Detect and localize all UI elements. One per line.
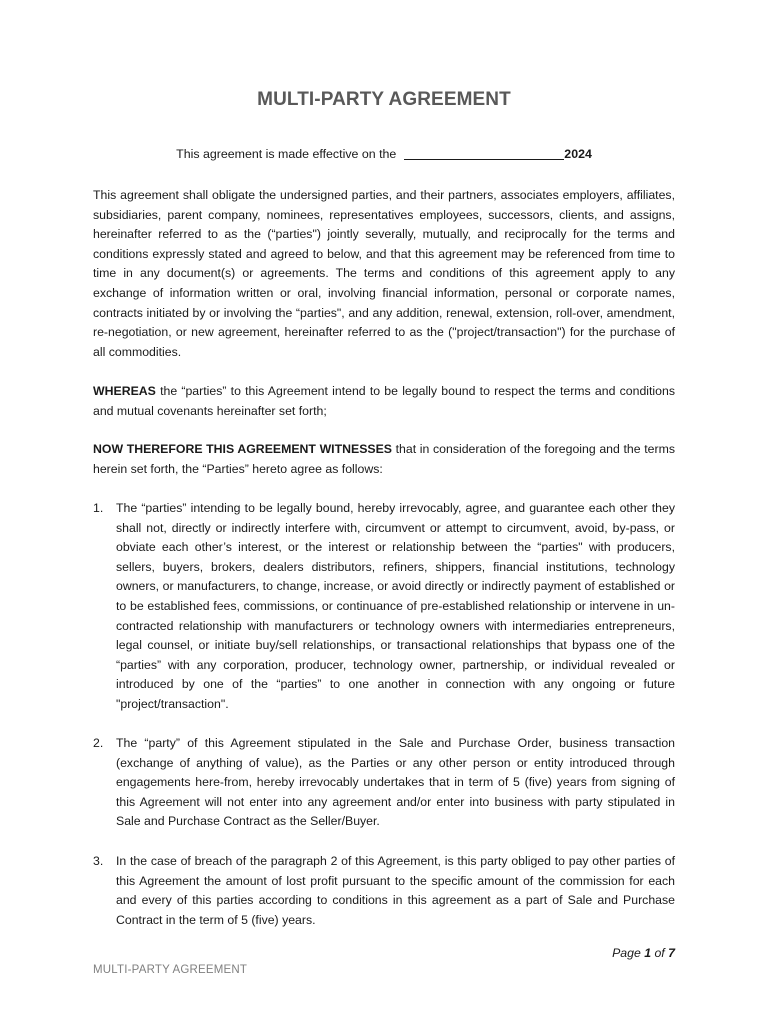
page-current: 1 bbox=[644, 946, 652, 960]
list-item bbox=[93, 499, 675, 715]
effective-year: 2024 bbox=[564, 147, 592, 161]
list-item-number: 3. bbox=[93, 854, 104, 868]
intro-paragraph: This agreement shall obligate the undersigned parties, and their partners, associates employers, affiliates, subsidiaries, parent company, nominees, representatives employees, successors, clients, and assigns, hereinafter referred to as the (“parties") jointly severally, mutually, and reciprocally for the terms and conditions expressly stated and agreed to below, and that this agreement may be referenced from time to time in any document(s) or agreements. The terms and conditions of this agreement apply to any exchange of information written or oral, involving financial information, personal or corporate names, contracts initiated by or involving the “parties", and any addition, renewal, extension, roll-over, amendment, re-negotiation, or new agreement, hereinafter referred to as the ("project/transaction") for the purchase of all commodities. bbox=[93, 188, 675, 359]
list-item-text: In the case of breach of the paragraph 2 of this Agreement, is this party obliged to pay other parties of this Agreement the amount of lost profit pursuant to the specific amount of the commission for each and every of this parties according to conditions in this agreement as a part of Sale and Purchase Contract in the term of 5 (five) years. bbox=[116, 854, 675, 927]
whereas-text: the “parties” to this Agreement intend to be legally bound to respect the terms and conditions and mutual covenants hereinafter set forth; bbox=[93, 384, 675, 418]
list-item-text: The “parties” intending to be legally bound, hereby irrevocably, agree, and guarantee each other they shall not, directly or indirectly interfere with, circumvent or attempt to circumvent, avoid, by-pass, or obviate each other’s interest, or the interest or relationship between the “parties" with producers, sellers, buyers, brokers, dealers distributors, refiners, shippers, financial institutions, technology owners, or manufacturers, to change, increase, or avoid directly or indirectly payment of established or to be established fees, commissions, or continuance of pre-established relationship or intervene in un-contracted relationship with manufacturers or technology owners with intermediaries entrepreneurs, legal counsel, or initiate buy/sell relationships, or transactional relationships that bypass one of the “parties” with any corporation, producer, technology owner, partnership, or individual revealed or introduced by one of the “parties” to one another in connection with any ongoing or future "project/transaction". bbox=[116, 501, 675, 711]
page-footer: MULTI-PARTY AGREEMENT bbox=[93, 964, 248, 976]
effective-date-prefix: This agreement is made effective on the bbox=[176, 147, 397, 161]
now-therefore-text: that in consideration of the foregoing and the terms herein set forth, the “Parties” hereto agree as follows: bbox=[93, 442, 675, 476]
page-of: of bbox=[654, 946, 665, 960]
list-item-text: The “party” of this Agreement stipulated in the Sale and Purchase Order, business transaction (exchange of anything of value), as the Parties or any other person or entity introduced through engagements here-from, hereby irrevocably undertakes that in term of 5 (five) years from signing of this Agreement will not enter into any agreement and/or enter into business with party stipulated in Sale and Purchase Contract as the Seller/Buyer. bbox=[116, 736, 675, 829]
effective-date-line bbox=[0, 147, 768, 161]
now-therefore-paragraph bbox=[93, 440, 675, 479]
list-item-number: 1. bbox=[93, 501, 104, 515]
document-title: MULTI-PARTY AGREEMENT bbox=[257, 89, 511, 110]
page-total: 7 bbox=[668, 946, 675, 960]
date-blank-field[interactable] bbox=[404, 147, 564, 160]
whereas-paragraph bbox=[93, 382, 675, 421]
page-label: Page bbox=[612, 946, 641, 960]
page-number bbox=[612, 946, 675, 960]
whereas-lead: WHEREAS bbox=[93, 384, 156, 398]
now-therefore-lead: NOW THEREFORE THIS AGREEMENT WITNESSES bbox=[93, 442, 392, 456]
list-item bbox=[93, 852, 675, 930]
list-item-number: 2. bbox=[93, 736, 104, 750]
list-item bbox=[93, 734, 675, 832]
